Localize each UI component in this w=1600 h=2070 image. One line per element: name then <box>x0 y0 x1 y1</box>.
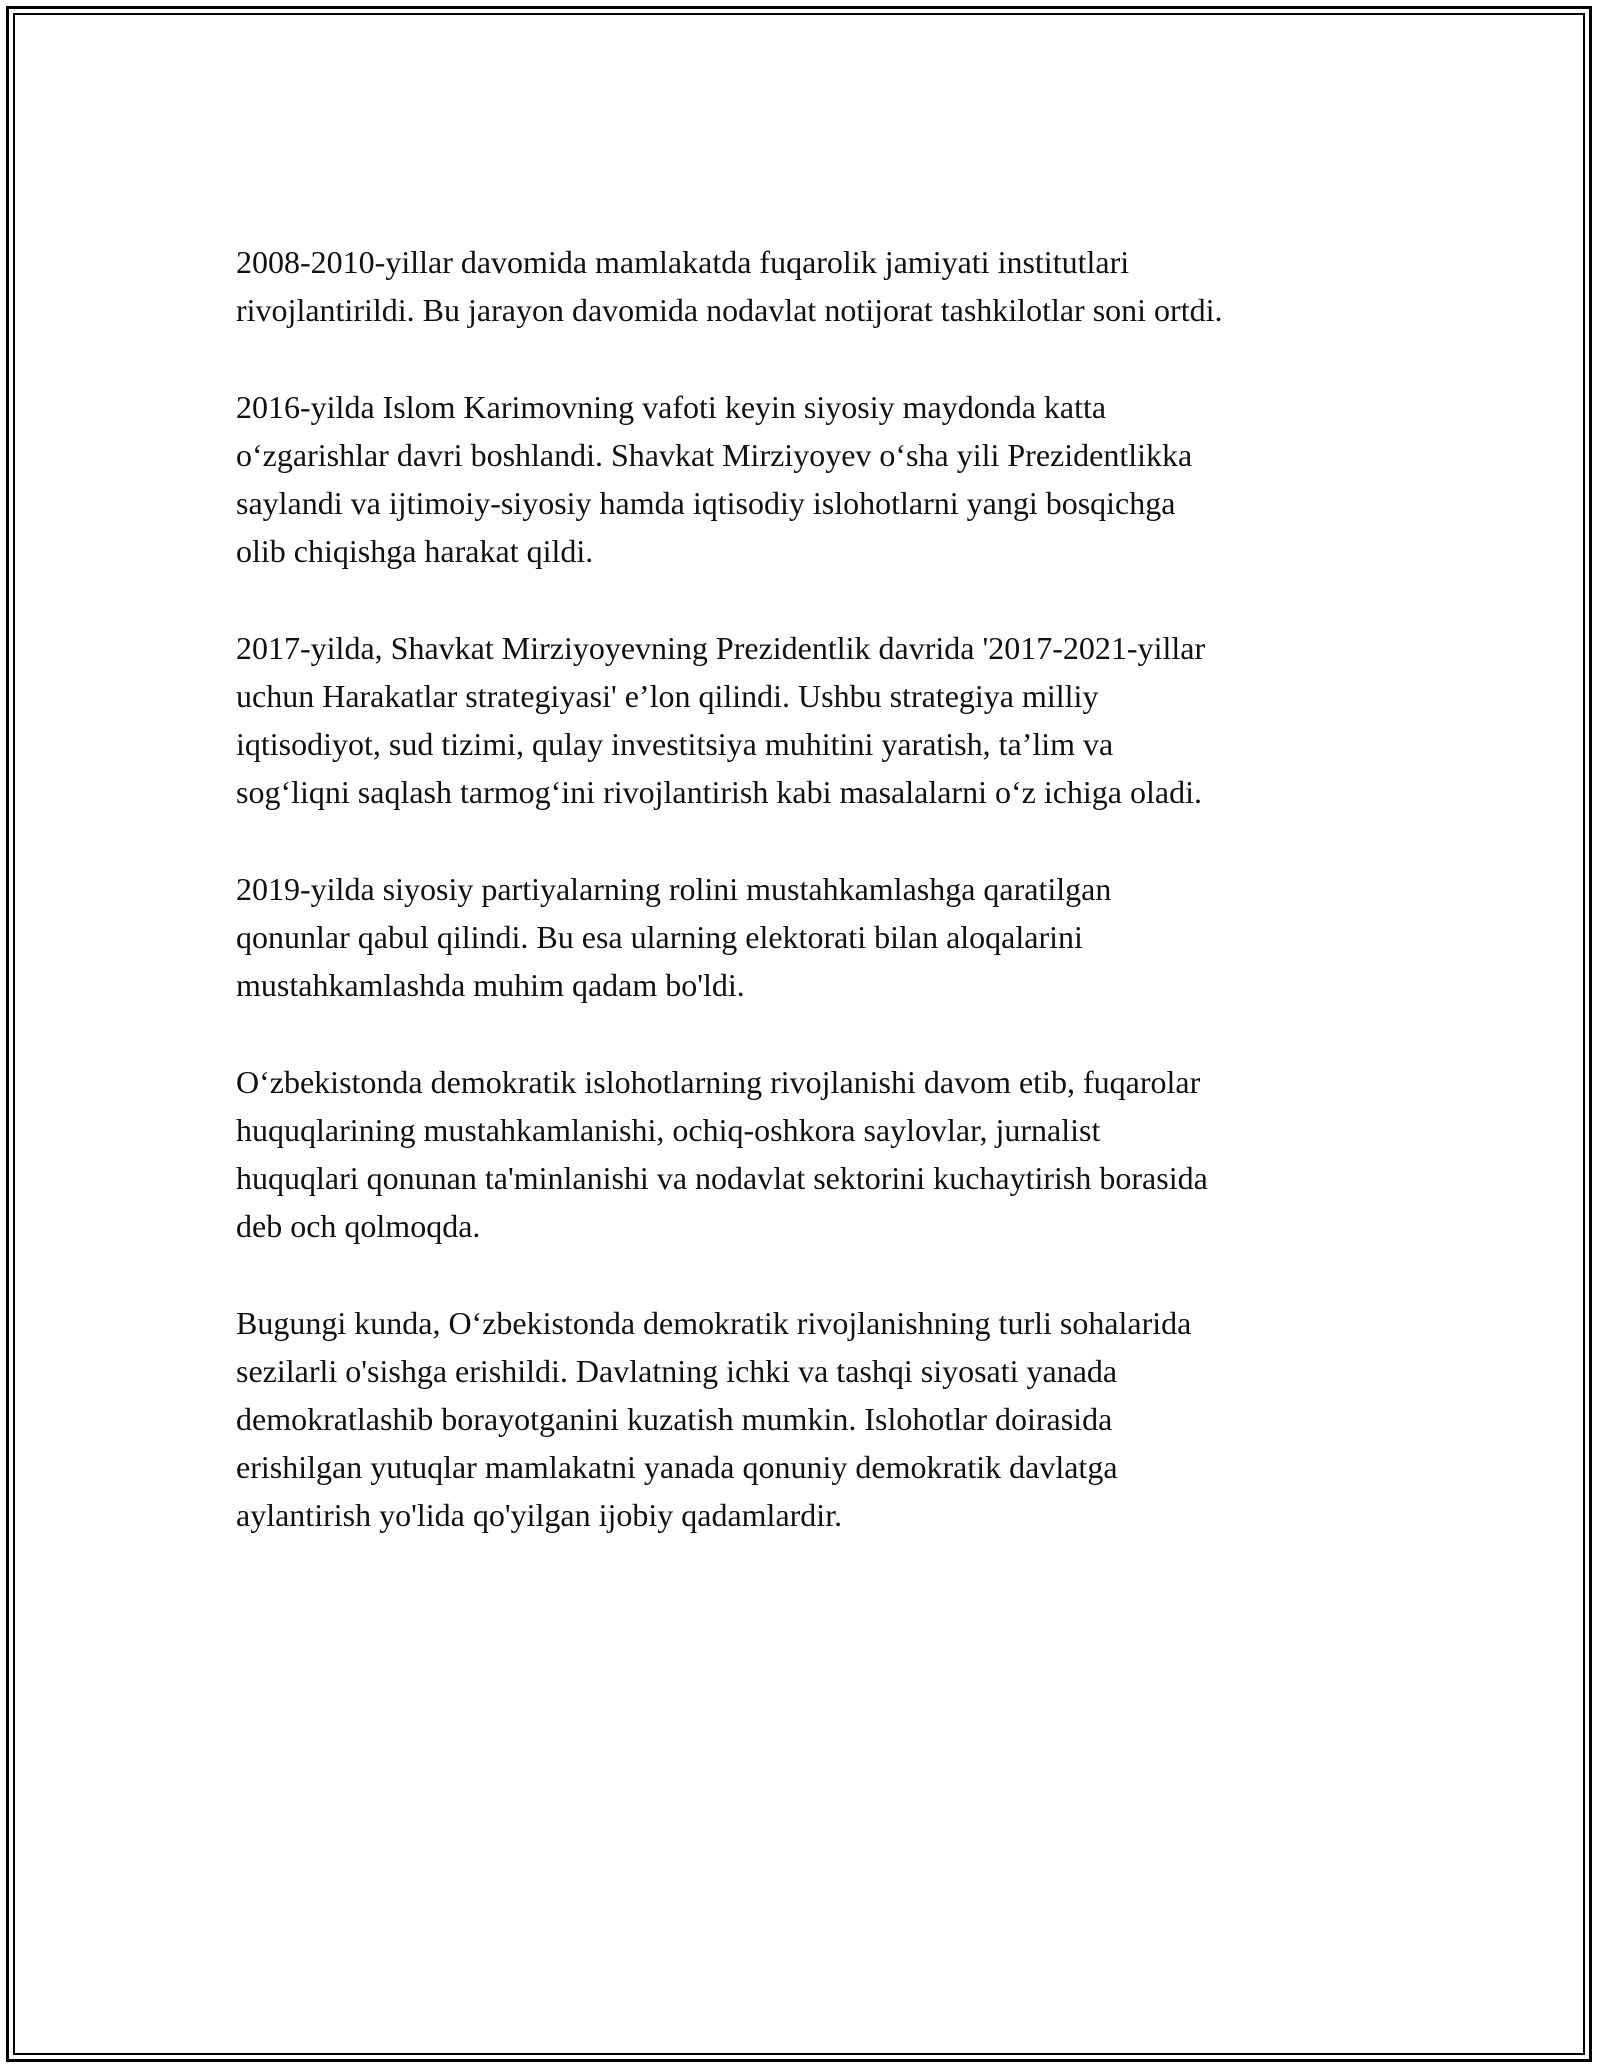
paragraph-democratic-reforms: O‘zbekistonda demokratik islohotlarning rivojlanishi davom etib, fuqarolar huquqlarining mustahkamlanishi, ochiq-oshkora saylovlar, jurnalist huquqlari qonunan ta'minlanishi va nodavlat sektorini kuchaytirish borasida deb och qolmoqda. <box>236 1064 1208 1244</box>
document-body <box>236 238 1366 1588</box>
paragraph-today: Bugungi kunda, O‘zbekistonda demokratik rivojlanishning turli sohalarida sezilarli o'sishga erishildi. Davlatning ichki va tashqi siyosati yanada demokratlashib borayotganini kuzatish mumkin. Islohotlar doirasida erishilgan yutuqlar mamlakatni yanada qonuniy demokratik davlatga aylantirish yo'lida qo'yilgan ijobiy qadamlardir. <box>236 1305 1192 1533</box>
paragraph-2017: 2017-yilda, Shavkat Mirziyoyevning Prezidentlik davrida '2017-2021-yillar uchun Harakatlar strategiyasi' e’lon qilindi. Ushbu strategiya milliy iqtisodiyot, sud tizimi, qulay investitsiya muhitini yaratish, ta’lim va sog‘liqni saqlash tarmog‘ini rivojlantirish kabi masalalarni o‘z ichiga oladi. <box>236 630 1206 810</box>
paragraph-2019: 2019-yilda siyosiy partiyalarning rolini mustahkamlashga qaratilgan qonunlar qabul qilindi. Bu esa ularning elektorati bilan aloqalarini mustahkamlashda muhim qadam bo'ldi. <box>236 871 1112 1003</box>
paragraph-2008-2010: 2008-2010-yillar davomida mamlakatda fuqarolik jamiyati institutlari rivojlantirildi. Bu jarayon davomida nodavlat notijorat tashkilotlar soni ortdi. <box>236 244 1223 328</box>
paragraph-2016: 2016-yilda Islom Karimovning vafoti keyin siyosiy maydonda katta o‘zgarishlar davri boshlandi. Shavkat Mirziyoyev o‘sha yili Prezidentlikka saylandi va ijtimoiy-siyosiy hamda iqtisodiy islohotlarni yangi bosqichga olib chiqishga harakat qildi. <box>236 389 1193 569</box>
